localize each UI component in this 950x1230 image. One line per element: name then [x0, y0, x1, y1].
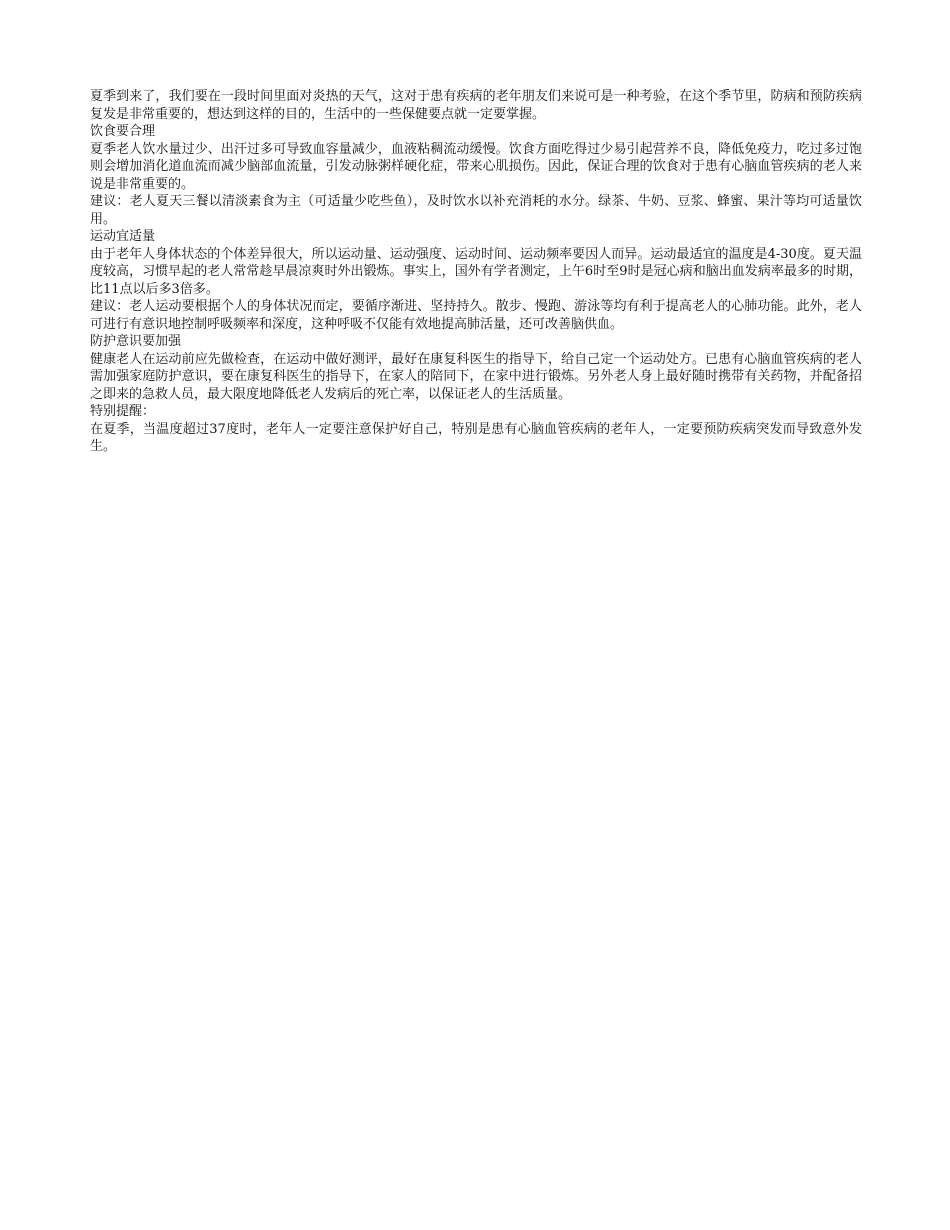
protection-paragraph: 健康老人在运动前应先做检查，在运动中做好测评，最好在康复科医生的指导下，给自己定一个运动处方。已患有心脑血管疾病的老人需加强家庭防护意识，要在康复科医生的指导下，在家人的陪同下，在家中进行锻炼。另外老人身上最好随时携带有关药物，并配备招之即来的急救人员，最大限度地降低老人发病后的死亡率，以保证老人的生活质量。 — [90, 351, 862, 402]
section-heading-diet: 饮食要合理 — [90, 124, 156, 139]
document-body — [90, 88, 862, 456]
exercise-paragraph: 由于老年人身体状态的个体差异很大，所以运动量、运动强度、运动时间、运动频率要因人而异。运动最适宜的温度是4-30度。夏天温度较高，习惯早起的老人常常趁早晨凉爽时外出锻炼。事实上，国外有学者测定，上午6时至9时是冠心病和脑出血发病率最多的时期，比11点以后多3倍多。 — [90, 246, 862, 297]
section-heading-protection: 防护意识要加强 — [90, 334, 182, 349]
diet-advice-paragraph: 建议：老人夏天三餐以清淡素食为主（可适量少吃些鱼），及时饮水以补充消耗的水分。绿茶、牛奶、豆浆、蜂蜜、果汁等均可适量饮用。 — [90, 194, 862, 227]
intro-paragraph: 夏季到来了，我们要在一段时间里面对炎热的天气，这对于患有疾病的老年朋友们来说可是一种考验，在这个季节里，防病和预防疾病复发是非常重要的，想达到这样的目的，生活中的一些保健要点就一定要掌握。 — [90, 89, 862, 122]
diet-paragraph: 夏季老人饮水量过少、出汗过多可导致血容量减少，血液粘稠流动缓慢。饮食方面吃得过少易引起营养不良，降低免疫力，吃过多过饱则会增加消化道血流而减少脑部血流量，引发动脉粥样硬化症，带来心肌损伤。因此，保证合理的饮食对于患有心脑血管疾病的老人来说是非常重要的。 — [90, 141, 862, 192]
exercise-advice-paragraph: 建议：老人运动要根据个人的身体状况而定，要循序渐进、坚持持久。散步、慢跑、游泳等均有利于提高老人的心肺功能。此外，老人可进行有意识地控制呼吸频率和深度，这种呼吸不仅能有效地提高肺活量，还可改善脑供血。 — [90, 299, 862, 332]
section-heading-reminder: 特别提醒： — [90, 404, 156, 419]
section-heading-exercise: 运动宜适量 — [90, 229, 156, 244]
reminder-paragraph: 在夏季，当温度超过37度时，老年人一定要注意保护好自己，特别是患有心脑血管疾病的老年人，一定要预防疾病突发而导致意外发生。 — [90, 421, 862, 454]
